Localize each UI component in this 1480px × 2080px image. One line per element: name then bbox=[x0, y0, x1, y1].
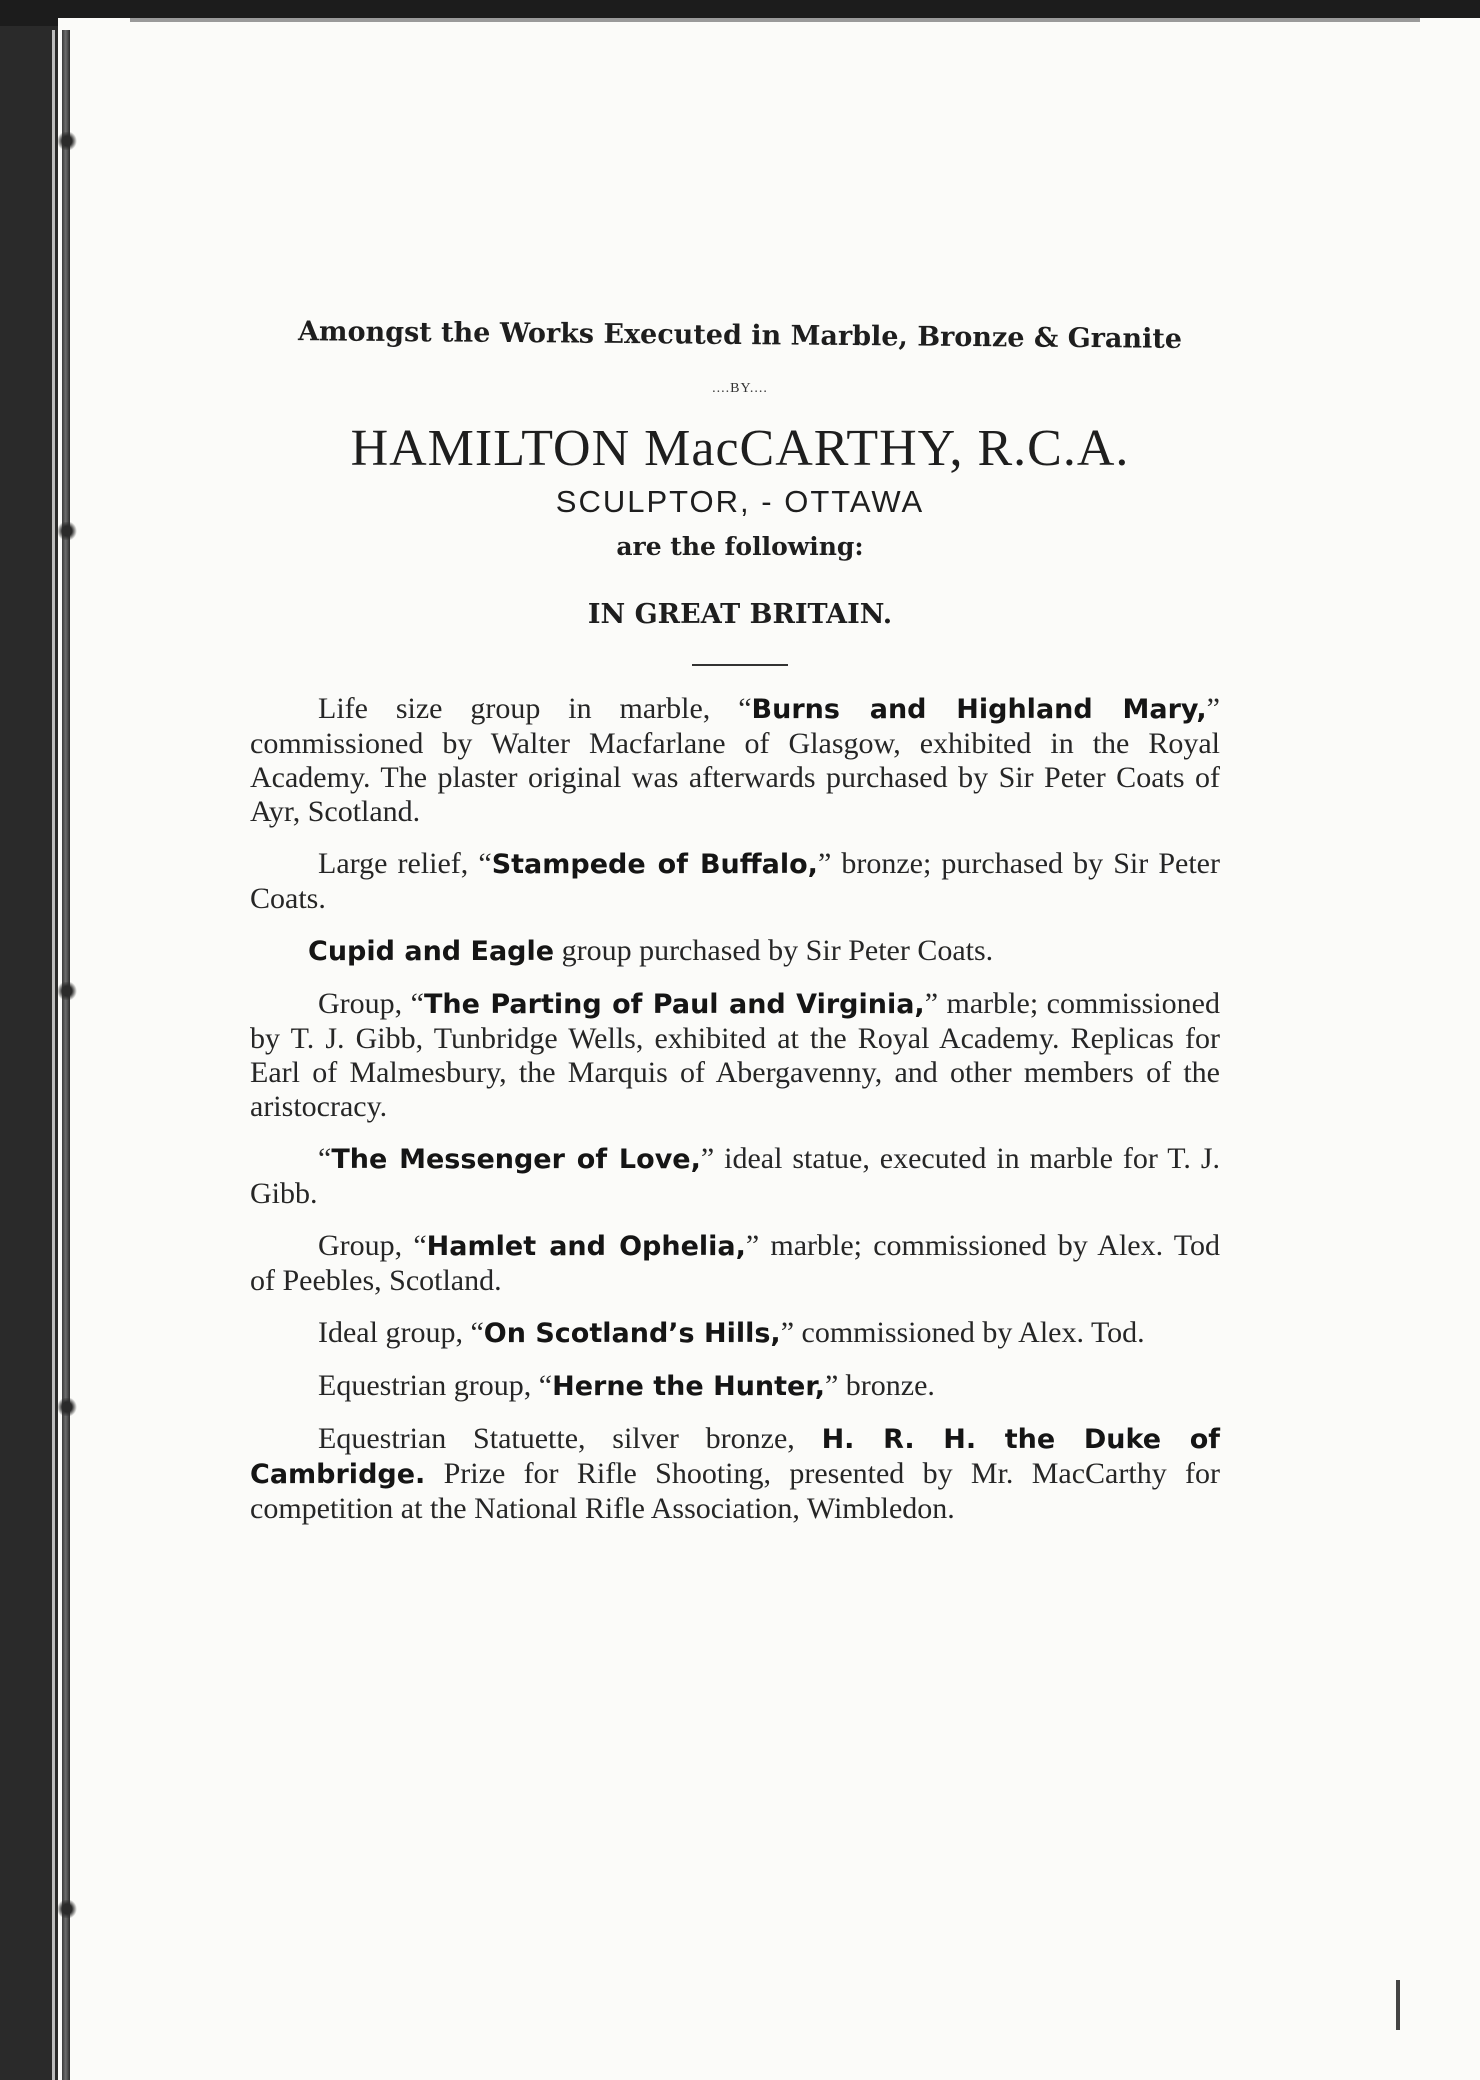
stitch-mark bbox=[56, 522, 78, 540]
work-entry: Large relief, “Stampede of Buffalo,” bronze; purchased by Sir Peter Coats. bbox=[250, 847, 1220, 915]
work-title: The Messenger of Love, bbox=[331, 1144, 701, 1175]
by-line: ....BY.... bbox=[712, 381, 768, 396]
works-list bbox=[240, 692, 1240, 1526]
sculptor-location: SCULPTOR, - OTTAWA bbox=[555, 484, 925, 519]
work-entry: Group, “Hamlet and Ophelia,” marble; commissioned by Alex. Tod of Peebles, Scotland. bbox=[250, 1229, 1220, 1297]
stitch-mark bbox=[56, 1398, 78, 1416]
scan-edge-mark bbox=[1396, 1980, 1400, 2030]
intro-line: are the following: bbox=[616, 532, 864, 561]
page-top-edge bbox=[130, 18, 1420, 22]
section-divider bbox=[692, 664, 788, 666]
stitch-mark bbox=[56, 132, 78, 150]
sculptor-name: HAMILTON MacCARTHY, R.C.A. bbox=[350, 420, 1130, 477]
work-entry: “The Messenger of Love,” ideal statue, executed in marble for T. J. Gibb. bbox=[250, 1142, 1220, 1210]
work-title: On Scotland’s Hills, bbox=[483, 1318, 781, 1349]
work-entry: Equestrian group, “Herne the Hunter,” bronze. bbox=[318, 1369, 935, 1402]
work-title: Herne the Hunter, bbox=[552, 1371, 825, 1402]
stitch-mark bbox=[56, 982, 78, 1000]
work-title: H. R. H. the Duke of Cambridge. bbox=[250, 1424, 1220, 1490]
work-title: The Parting of Paul and Virginia, bbox=[424, 989, 925, 1020]
work-entry: Equestrian Statuette, silver bronze, H. R. H. the Duke of Cambridge. Prize for Rifle Shooting, presented by Mr. MacCarthy for competition at the National Rifle Association, Wimbledon. bbox=[250, 1422, 1220, 1525]
section-heading: IN GREAT BRITAIN. bbox=[587, 599, 893, 630]
page-heading: Amongst the Works Executed in Marble, Bronze & Granite bbox=[297, 316, 1183, 355]
binding-spine bbox=[62, 30, 70, 2080]
document-content bbox=[240, 300, 1240, 1544]
work-title: Cupid and Eagle bbox=[308, 936, 555, 967]
work-entry: Cupid and Eagle group purchased by Sir Peter Coats. bbox=[308, 934, 994, 967]
binding-edge bbox=[52, 30, 55, 2080]
work-title: Burns and Highland Mary, bbox=[751, 694, 1207, 725]
work-title: Hamlet and Ophelia, bbox=[426, 1231, 746, 1262]
work-title: Stampede of Buffalo, bbox=[491, 849, 818, 880]
stitch-mark bbox=[56, 1900, 78, 1918]
work-entry: Ideal group, “On Scotland’s Hills,” commissioned by Alex. Tod. bbox=[318, 1316, 1145, 1349]
work-entry: Life size group in marble, “Burns and Highland Mary,” commissioned by Walter Macfarlane of Glasgow, exhibited in the Royal Academy. The plaster original was afterwards purchased by Sir Peter Coats of Ayr, Scotland. bbox=[250, 692, 1220, 828]
work-entry: Group, “The Parting of Paul and Virginia,” marble; commissioned by T. J. Gibb, Tunbridge Wells, exhibited at the Royal Academy. Replicas for Earl of Malmesbury, the Marquis of Abergavenny, and other members of the aristocracy. bbox=[250, 987, 1220, 1123]
